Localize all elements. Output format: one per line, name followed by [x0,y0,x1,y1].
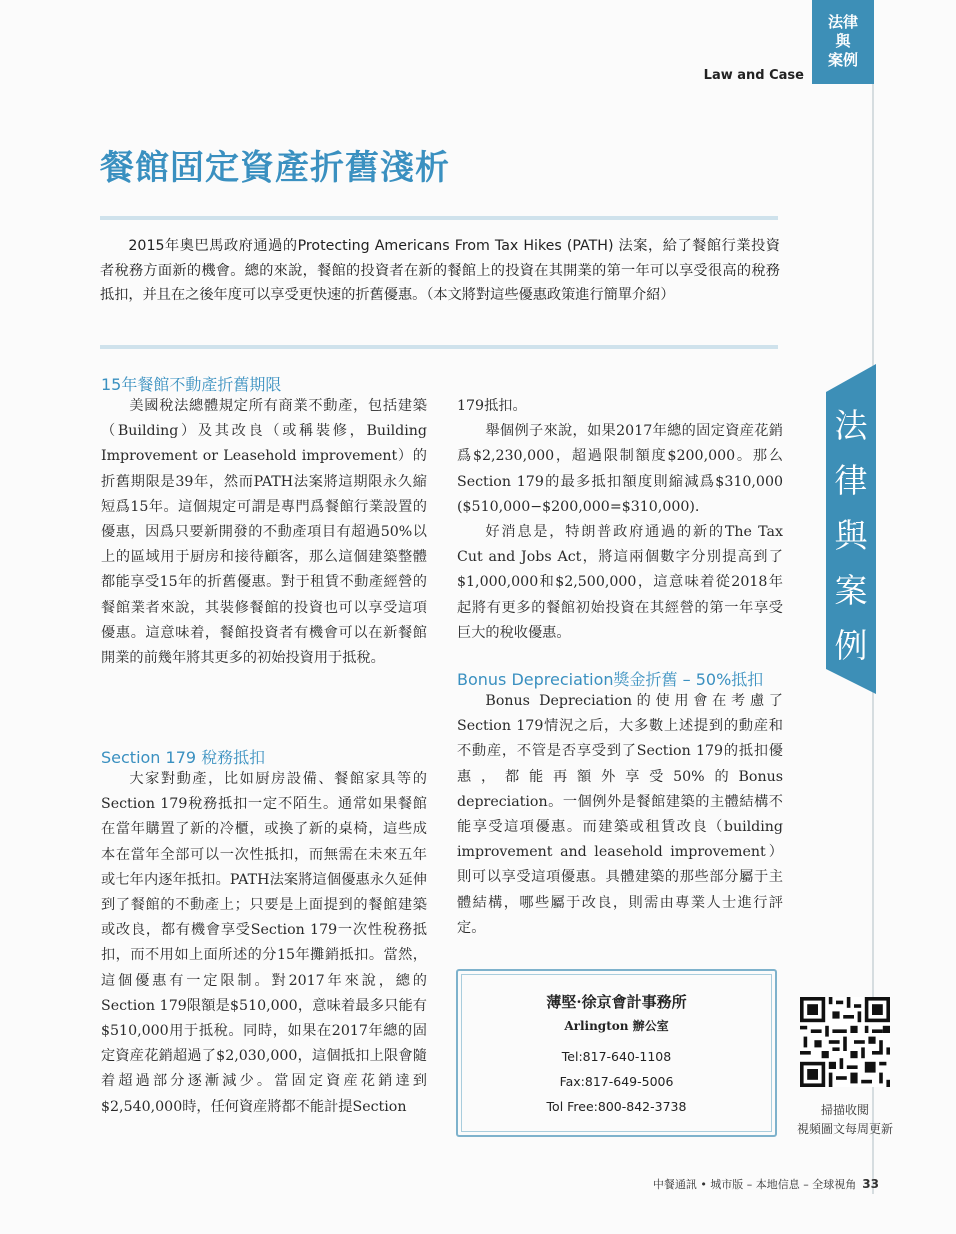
section-tab-line3: 案例 [827,51,858,69]
footer-text: 中餐通訊 • 城市版 – 本地信息 – 全球視角 [652,1178,857,1191]
qr-caption: 視頻圖文每周更新 [796,1122,893,1136]
section-heading: Bonus Depreciation獎金折舊 – 50%抵扣 [457,670,764,689]
qr-caption: 掃描收閱 [820,1103,869,1117]
column-continued [457,394,783,646]
fax-number: Fax:817-649-5006 [559,1074,674,1089]
article-title: 餐館固定資產折舊淺析 [100,148,450,188]
section-body [101,394,427,671]
side-label-char: 案 [834,571,868,610]
section-tab [812,0,874,84]
side-label-char: 律 [834,461,868,500]
toll-free-number: Tol Free:800-842-3738 [546,1099,687,1114]
paragraph: 好消息是，特朗普政府通過的新的The Tax Cut and Jobs Act，將這兩個數字分別提高到了$1,000,000和$2,500,000，這意味着從2018年起將有更多的餐館初始投資在其經營的第一年享受巨大的稅收優惠。 [457,524,783,641]
paragraph: 美國稅法總體規定所有商業不動產，包括建築（Building）及其改良（或稱裝修，Building Improvement or Leasehold improvement）的折舊期限是39年，然而PATH法案將這期限永久縮短爲15年。這個規定可謂是專門爲餐館行業設置的優惠，因爲只要新開發的不動產項目有超過50%以上的區域用于厨房和接待顧客，那么這個建築整體都能享受15年的折舊優惠。對于租賃不動產經營的餐館業者來說，其裝修餐館的投資也可以享受這項優惠。這意味着，餐館投資者有機會可以在新餐館開業的前幾年將其更多的初始投資用于抵稅。 [101,398,427,667]
section-label-en: Law and Case [703,68,804,83]
firm-name: 薄堅·徐京會計事務所 [546,993,687,1011]
section-heading: 15年餐館不動產折舊期限 [101,375,282,394]
contact-box [456,969,777,1137]
section-tab-line2: 與 [835,32,851,50]
paragraph: Bonus Depreciation的使用會在考慮了Section 179情況之后，大多數上述提到的動産和不動産，不管是否享受到了Section 179的抵扣優惠，都能再額外享受50%的Bonus depreciation。一個例外是餐館建築的主體結構不能享受這項優惠。而建築或租賃改良（building improvement and leasehold improvement）則可以享受這項優惠。具體建築的那些部分屬于主體結構，哪些屬于改良，則需由專業人士進行評定。 [457,693,783,936]
page-number: 33 [862,1177,879,1191]
section-heading: Section 179 稅務抵扣 [101,748,266,767]
article-intro: 2015年奧巴馬政府通過的Protecting Americans From Tax Hikes (PATH) 法案，給了餐館行業投資者稅務方面新的機會。總的來說，餐館的投資者在新的餐館上的投資在其開業的第一年可以享受很高的稅務抵扣，并且在之後年度可以享受更快速的折舊優惠。（本文將對這些優惠政策進行簡單介紹） [100,238,780,303]
divider [100,216,778,220]
page-footer [600,1176,879,1192]
office-name: Arlington 辦公室 [564,1019,669,1033]
paragraph: 大家對動產，比如厨房設備、餐館家具等的Section 179稅務抵扣一定不陌生。通常如果餐館在當年購置了新的冷櫃，或換了新的桌椅，這些成本在當年全部可以一次性抵扣，而無需在未來五年或七年内逐年抵扣。PATH法案將這個優惠永久延伸到了餐館的不動產上；只要是上面提到的餐館建築或改良，都有機會享受Section 179一次性稅務抵扣，而不用如上面所述的分15年攤銷抵扣。當然，這個優惠有一定限制。對2017年來說，總的Section 179限額是$510,000，意味着最多只能有$510,000用于抵稅。同時，如果在2017年總的固定資産花銷超過了$2,030,000，這個抵扣上限會隨着超過部分逐漸減少。當固定資産花銷達到$2,540,000時，任何資産將都不能計提Section [101,771,427,1115]
side-label-char: 與 [834,516,868,555]
phone-number: Tel:817-640-1108 [561,1049,672,1064]
paragraph: 舉個例子來說，如果2017年總的固定資産花銷爲$2,230,000，超過限制額度$200,000。那么Section 179的最多抵扣額度則縮減爲$310,000 ($510,000−$200,000=$310,000). [457,423,783,515]
side-section-label [826,364,876,694]
section-body [457,689,783,941]
side-label-char: 例 [834,626,868,665]
qr-code-icon[interactable] [800,997,890,1087]
divider [100,345,778,349]
paragraph: 179抵扣。 [457,398,527,414]
section-body [101,767,427,1120]
side-label-char: 法 [834,406,868,445]
section-tab-line1: 法律 [827,13,858,31]
